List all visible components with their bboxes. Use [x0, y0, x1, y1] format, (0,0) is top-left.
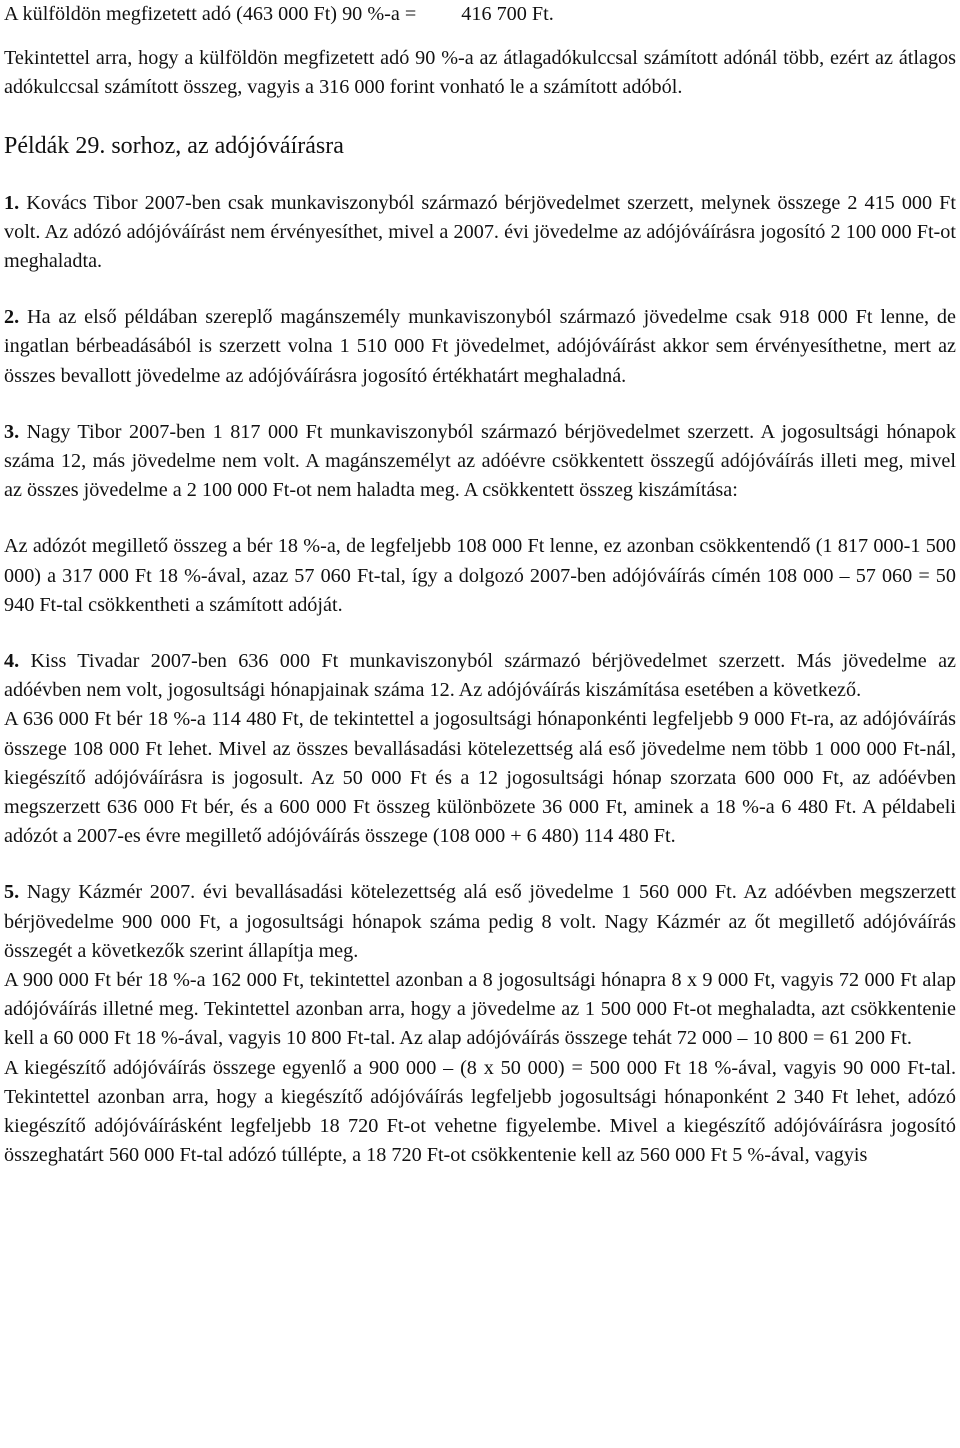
foreign-tax-amount: 416 700 Ft. [461, 3, 554, 25]
example-5-calculation-base: A 900 000 Ft bér 18 %-a 162 000 Ft, tekintettel azonban a 8 jogosultsági hónapra 8 x 9 000 Ft, vagyis 72 000 Ft alap adójóváírás illetné meg. Tekintettel azonban arra, hogy a jövedelme az 1 500 000 Ft-ot meghaladta, azt csökkentenie kell a 60 000 Ft 18 %-ával, vagyis 10 800 Ft-tal. Az alap adójóváírás összege tehát 72 000 – 10 800 = 61 200 Ft. [4, 969, 956, 1050]
example-5-calculation-supplement: A kiegészítő adójóváírás összege egyenlő a 900 000 – (8 x 50 000) = 500 000 Ft 18 %-ával, vagyis 90 000 Ft-tal. Tekintettel azonban arra, hogy a kiegészítő adójóváírás legfeljebb jogosultsági hónaponként 2 340 Ft lehet, adózó kiegészítő adójóváírásként legfeljebb 18 720 Ft-ot vehetne figyelembe. Mivel a kiegészítő adójóváírásra jogosító összeghatárt 560 000 Ft-tal adózó túllépte, a 18 720 Ft-ot csökkentenie kell az 560 000 Ft 5 %-ával, vagyis [4, 1056, 956, 1167]
example-4-text: Kiss Tivadar 2007-ben 636 000 Ft munkaviszonyból származó bérjövedelmet szerzett. Más jövedelme az adóévben nem volt, jogosultsági hónapjainak száma 12. Az adójóváírás kiszámítása esetében a következő. [4, 650, 956, 702]
example-1 [4, 189, 956, 277]
intro-paragraph: Tekintettel arra, hogy a külföldön megfizetett adó 90 %-a az átlagadókulccsal számított adónál több, ezért az átlagos adókulccsal számított összeg, vagyis a 316 000 forint vonható le a számított adóból. [4, 47, 956, 99]
section-heading: Példák 29. sorhoz, az adójóváírásra [4, 132, 344, 159]
example-2-text: Ha az első példában szereplő magánszemély munkaviszonyból származó jövedelme csak 918 000 Ft lenne, de ingatlan bérbeadásából is szerzett volna 1 510 000 Ft jövedelmet, adójóváírást akkor sem érvényesíthetne, mert az összes bevallott jövedelme az adójóváírásra jogosító értékhatárt meghaladná. [4, 306, 956, 387]
example-2 [4, 303, 956, 391]
example-4 [4, 647, 956, 705]
example-5 [4, 878, 956, 966]
example-2-number: 2. [4, 306, 20, 329]
example-3-number: 3. [4, 420, 20, 443]
example-4-number: 4. [4, 650, 20, 673]
example-3-calculation: Az adózót megillető összeg a bér 18 %-a, de legfeljebb 108 000 Ft lenne, ez azonban csökkentendő (1 817 000-1 500 000) a 317 000 Ft 18 %-ával, azaz 57 060 Ft-tal, így a dolgozó 2007-ben adójóváírás címén 108 000 – 57 060 = 50 940 Ft-tal csökkentheti a számított adóját. [4, 535, 956, 616]
example-1-number: 1. [4, 191, 20, 214]
example-3-text: Nagy Tibor 2007-ben 1 817 000 Ft munkaviszonyból származó bérjövedelmet szerzett. A jogosultsági hónapok száma 12, más jövedelme nem volt. A magánszemélyt az adóévre csökkentett összegű adójóváírás illeti meg, mivel az összes jövedelme a 2 100 000 Ft-ot nem haladta meg. A csökkentett összeg kiszámítása: [4, 420, 956, 502]
example-1-text: Kovács Tibor 2007-ben csak munkaviszonyból származó bérjövedelmet szerzett, melynek összege 2 415 000 Ft volt. Az adózó adójóváírást nem érvényesíthet, mivel a 2007. évi jövedelme az adójóváírásra jogosító 2 100 000 Ft-ot meghaladta. [4, 191, 956, 273]
example-5-text: Nagy Kázmér 2007. évi bevallásadási kötelezettség alá eső jövedelme 1 560 000 Ft. Az adóévben megszerzett bérjövedelme 900 000 Ft, a jogosultsági hónapok száma pedig 8 volt. Nagy Kázmér az őt megillető adójóváírás összegét a következők szerint állapítja meg. [4, 881, 956, 962]
foreign-tax-label: A külföldön megfizetett adó (463 000 Ft) 90 %-a = [4, 3, 417, 25]
foreign-tax-line [4, 0, 956, 29]
example-5-number: 5. [4, 881, 20, 904]
example-3 [4, 418, 956, 506]
example-4-calculation: A 636 000 Ft bér 18 %-a 114 480 Ft, de tekintettel a jogosultsági hónaponkénti legfeljebb 9 000 Ft-ra, az adójóváírás összege 108 000 Ft lehet. Mivel az összes bevallásadási kötelezettség alá eső jövedelme nem több 1 000 000 Ft-nál, kiegészítő adójóváírásra is jogosult. Az 50 000 Ft és a 12 jogosultsági hónap szorzata 600 000 Ft, az adóévben megszerzett 636 000 Ft bér, és a 600 000 Ft összeg különbözete 36 000 Ft, aminek a 18 %-a 6 480 Ft. A példabeli adózót a 2007-es évre megillető adójóváírás összege (108 000 + 6 480) 114 480 Ft. [4, 708, 956, 848]
